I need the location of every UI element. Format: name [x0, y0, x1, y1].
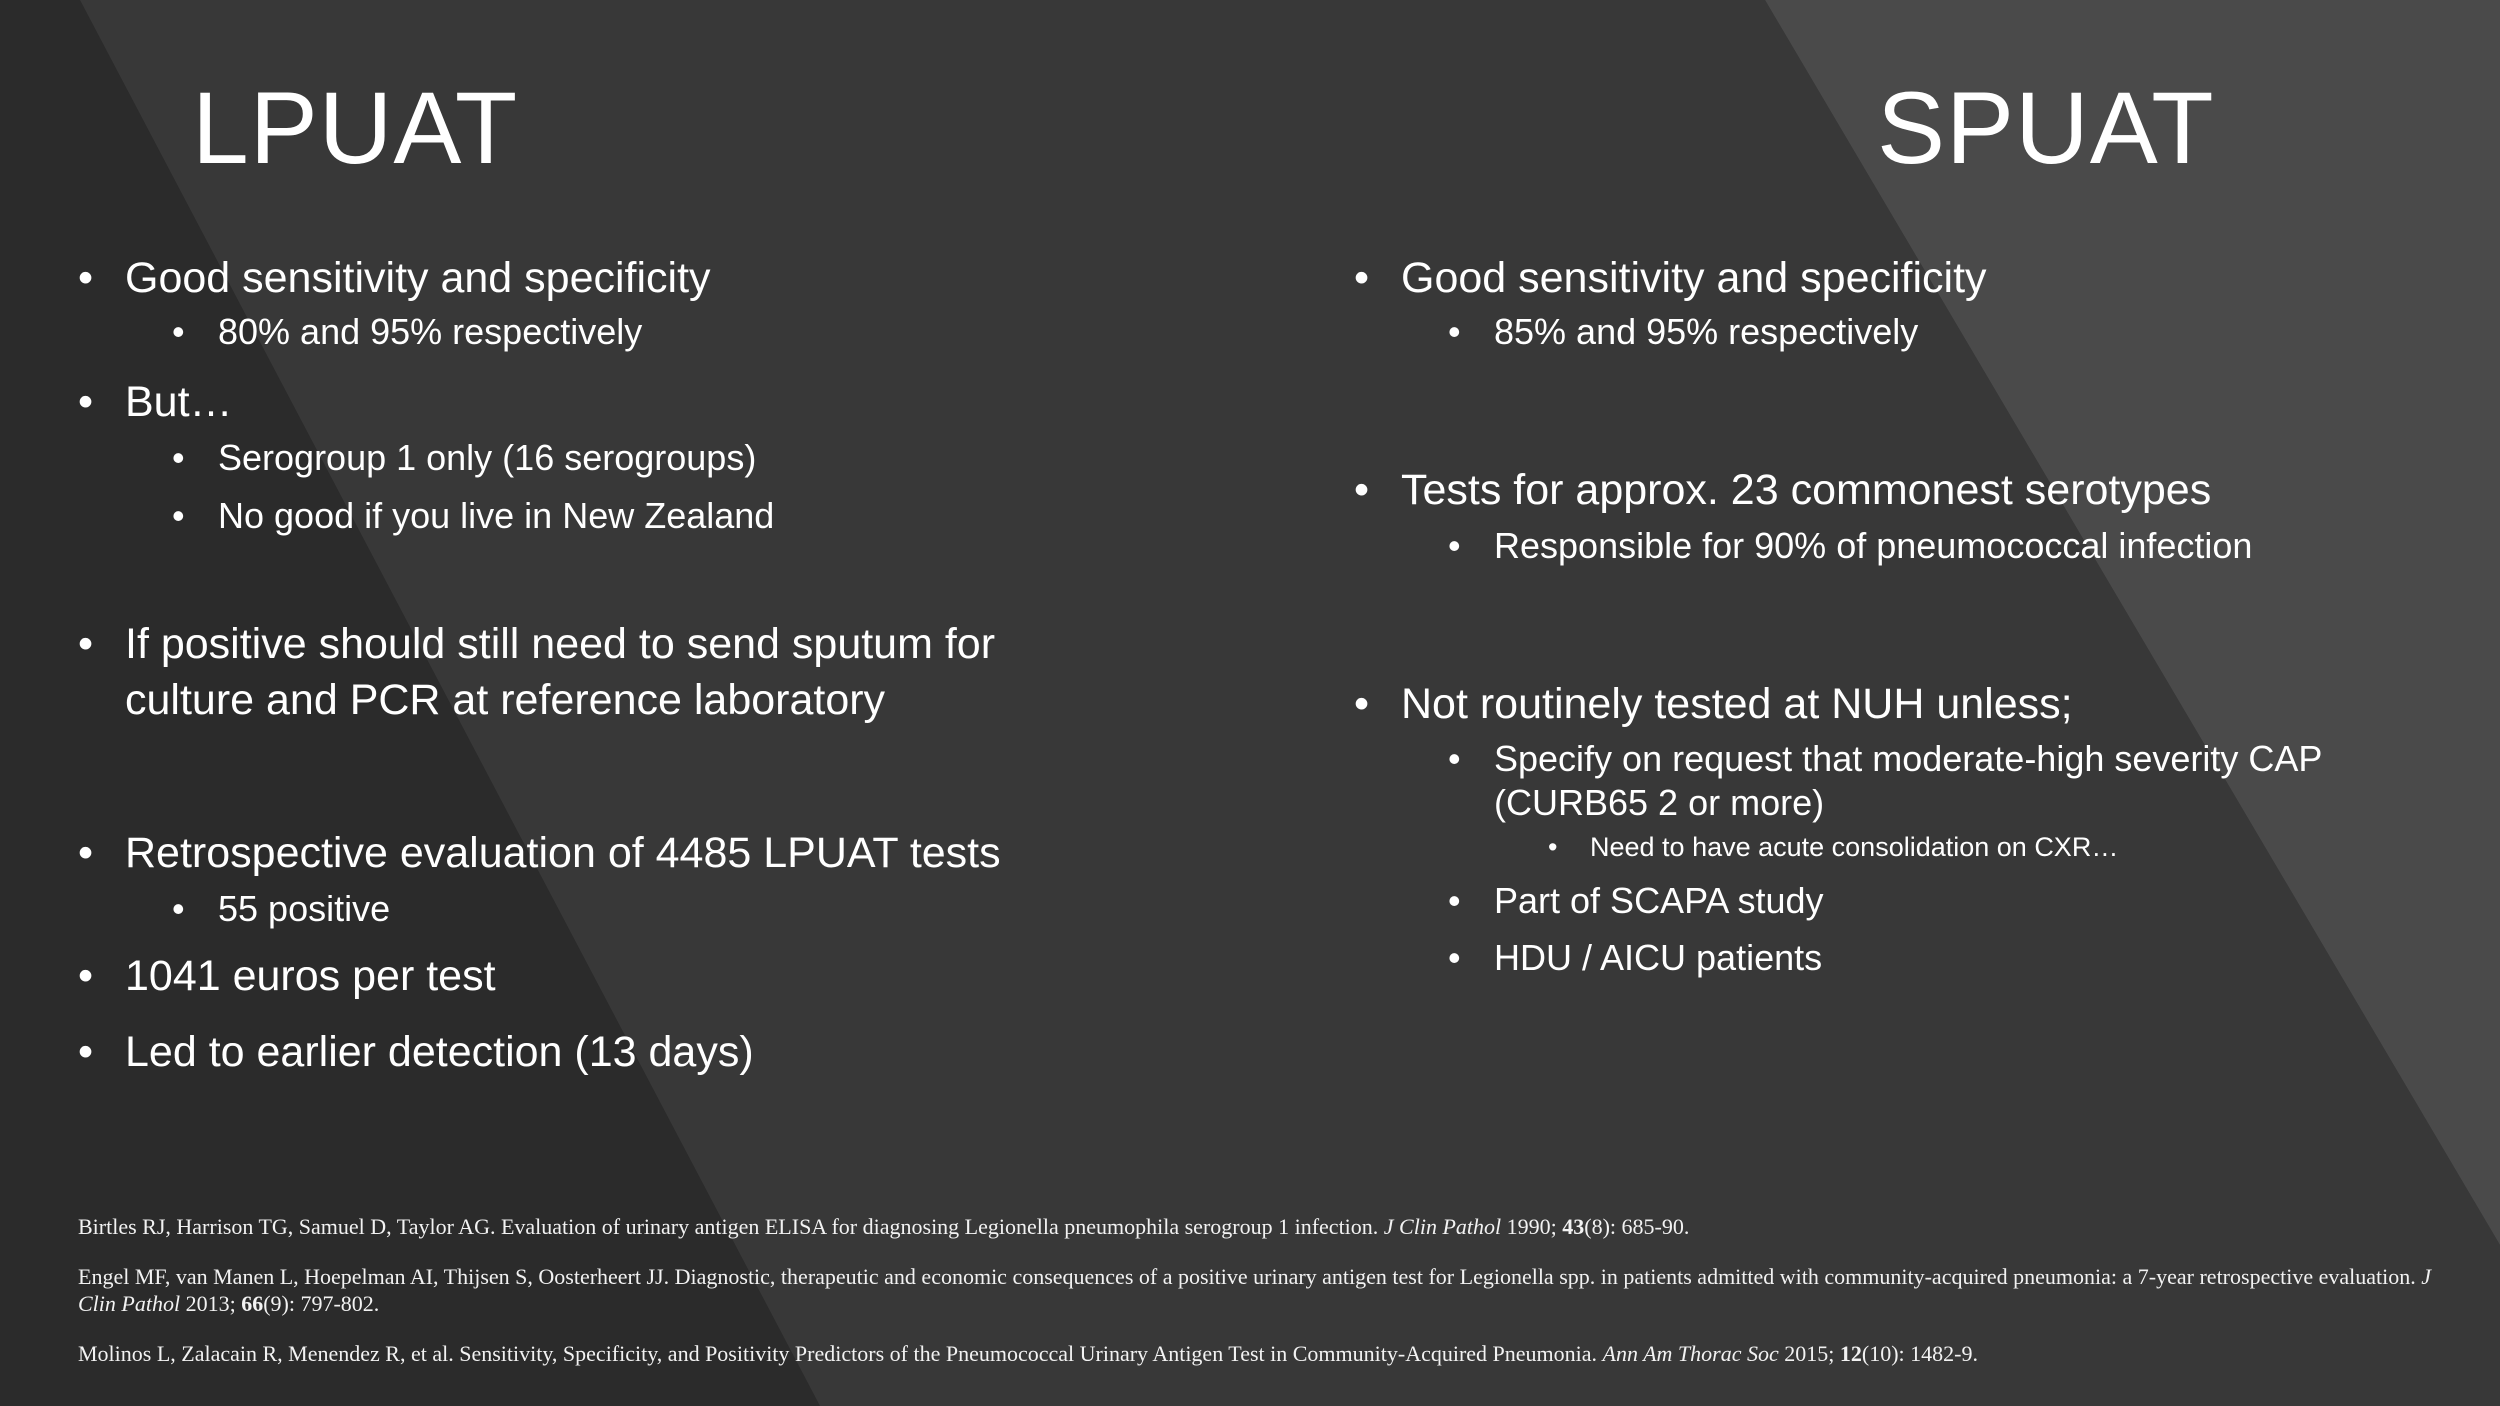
right-bullet: • Tests for approx. 23 commonest serotypes: [1354, 462, 2474, 518]
left-bullet: • But…: [78, 374, 1078, 430]
left-bullet: • 1041 euros per test: [78, 948, 1078, 1004]
reference-pages: (8): 685-90.: [1584, 1214, 1690, 1239]
right-sub-bullet: • Specify on request that moderate-high severity CAP (CURB65 2 or more): [1354, 737, 2474, 825]
reference-year: 1990;: [1506, 1214, 1557, 1239]
reference-2: [78, 1263, 2458, 1317]
references: [78, 1213, 2458, 1367]
reference-volume: 43: [1562, 1214, 1585, 1239]
reference-1: [78, 1213, 2458, 1240]
reference-authors: Molinos L, Zalacain R, Menendez R, et al. Sensitivity, Specificity, and Positivity Predictors of the Pneumococcal Urinary Antigen Test in Community-Acquired Pneumonia.: [78, 1341, 1598, 1366]
reference-pages: (9): 797-802.: [263, 1291, 380, 1316]
left-bullet: • If positive should still need to send sputum for culture and PCR at reference laboratory: [78, 616, 1078, 728]
right-bullet: • Good sensitivity and specificity: [1354, 250, 2474, 306]
left-bullet-list: [78, 250, 1078, 1080]
reference-year: 2015;: [1784, 1341, 1835, 1366]
reference-volume: 66: [241, 1291, 264, 1316]
right-sub-bullet: • 85% and 95% respectively: [1354, 310, 2474, 354]
right-sub-sub-bullet: • Need to have acute consolidation on CXR…: [1354, 829, 2474, 865]
right-sub-bullet: • Part of SCAPA study: [1354, 879, 2474, 923]
reference-journal: Ann Am Thorac Soc: [1602, 1341, 1779, 1366]
right-bullet-list: [1354, 250, 2474, 980]
right-sub-bullet: • Responsible for 90% of pneumococcal infection: [1354, 524, 2474, 568]
reference-journal: J Clin Pathol: [78, 1264, 2431, 1316]
left-bullet: • Led to earlier detection (13 days): [78, 1024, 1078, 1080]
right-bullet: • Not routinely tested at NUH unless;: [1354, 676, 2474, 732]
left-sub-bullet: • No good if you live in New Zealand: [78, 494, 1078, 538]
reference-authors: Engel MF, van Manen L, Hoepelman AI, Thijsen S, Oosterheert JJ. Diagnostic, therapeutic and economic consequences of a positive urinary antigen test for Legionella spp. in patients admitted with community-acquired pneumonia: a 7-year retrospective evaluation.: [78, 1264, 2416, 1289]
reference-authors: Birtles RJ, Harrison TG, Samuel D, Taylor AG. Evaluation of urinary antigen ELISA for diagnosing Legionella pneumophila serogroup 1 infection.: [78, 1214, 1379, 1239]
left-sub-bullet: • Serogroup 1 only (16 serogroups): [78, 436, 1078, 480]
right-sub-bullet: • HDU / AICU patients: [1354, 936, 2474, 980]
left-bullet: • Good sensitivity and specificity: [78, 250, 1078, 306]
reference-pages: (10): 1482-9.: [1861, 1341, 1978, 1366]
reference-year: 2013;: [185, 1291, 236, 1316]
reference-3: [78, 1340, 2458, 1367]
left-title: LPUAT: [192, 71, 519, 185]
reference-volume: 12: [1839, 1341, 1862, 1366]
reference-journal: J Clin Pathol: [1383, 1214, 1502, 1239]
right-title: SPUAT: [1877, 71, 2215, 185]
left-sub-bullet: • 80% and 95% respectively: [78, 310, 1078, 354]
left-sub-bullet: • 55 positive: [78, 887, 1078, 931]
left-bullet: • Retrospective evaluation of 4485 LPUAT tests: [78, 825, 1078, 881]
